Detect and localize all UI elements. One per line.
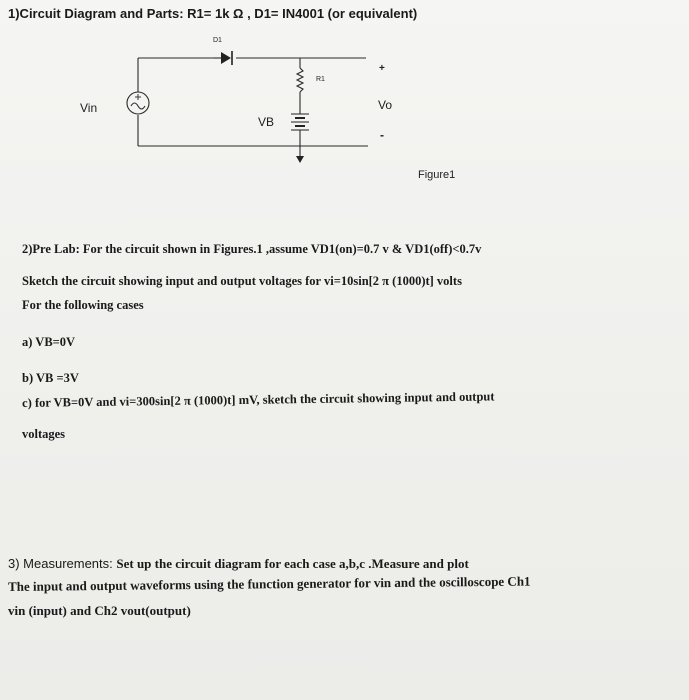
measurements-line-2: The input and output waveforms using the function generator for vin and the oscilloscope Ch1 bbox=[8, 573, 531, 594]
case-c-line-2: voltages bbox=[22, 427, 66, 441]
vo-label: Vo bbox=[378, 98, 393, 112]
ground-arrow bbox=[296, 156, 304, 163]
prelab-intro: 2)Pre Lab: For the circuit shown in Figures.1 ,assume VD1(on)=0.7 v & VD1(off)<0.7v bbox=[22, 242, 482, 256]
case-a: a) VB=0V bbox=[22, 335, 76, 349]
sketch-instruction-1: Sketch the circuit showing input and output voltages for vi=10sin[2 π (1000)t] volts bbox=[22, 274, 462, 288]
diode-label: D1 bbox=[213, 37, 222, 44]
measurements-line-3: vin (input) and Ch2 vout(output) bbox=[8, 603, 191, 618]
case-c-line-1: c) for VB=0V and vi=300sin[2 π (1000)t] mV, sketch the circuit showing input and output bbox=[22, 389, 495, 410]
output-minus-label: - bbox=[380, 128, 384, 142]
diode-d1-triangle bbox=[221, 52, 231, 64]
circuit-diagram bbox=[0, 0, 689, 200]
output-plus-label: + bbox=[379, 63, 385, 74]
figure-caption: Figure1 bbox=[418, 169, 456, 181]
circuit-schematic bbox=[0, 0, 689, 200]
resistor-r1 bbox=[297, 68, 303, 92]
measurements-text-1: Set up the circuit diagram for each case a,b,c .Measure and plot bbox=[116, 556, 469, 571]
vin-label: Vin bbox=[80, 101, 98, 115]
sketch-instruction-2: For the following cases bbox=[22, 298, 144, 312]
resistor-label: R1 bbox=[316, 76, 325, 83]
ac-source-sine bbox=[131, 103, 145, 109]
case-b: b) VB =3V bbox=[22, 371, 79, 385]
measurements-line-1 bbox=[8, 556, 469, 572]
vb-label: VB bbox=[258, 115, 275, 129]
section-heading: 1)Circuit Diagram and Parts: R1= 1k Ω , D1= IN4001 (or equivalent) bbox=[8, 6, 418, 21]
measurements-heading: 3) Measurements: bbox=[8, 556, 117, 571]
